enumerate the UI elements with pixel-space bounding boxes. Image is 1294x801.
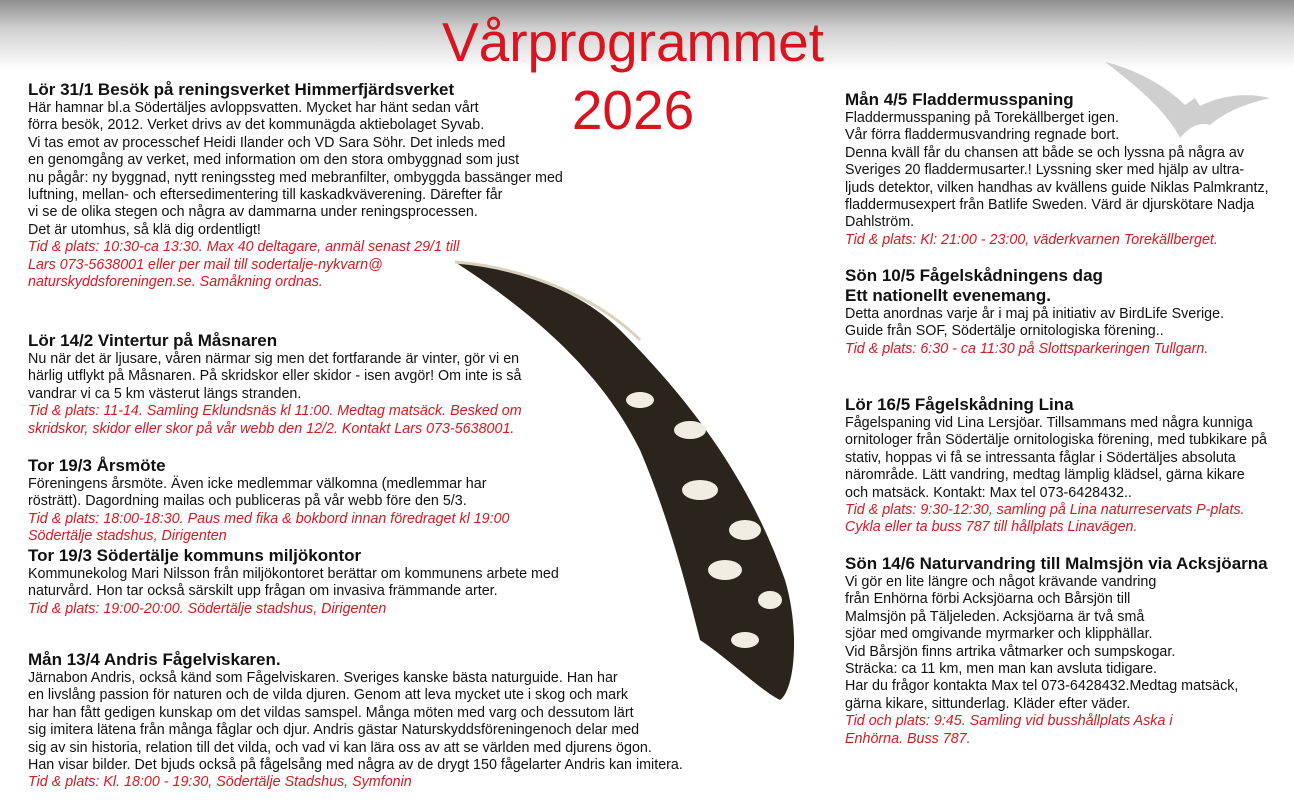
event-description-line: stativ, hoppas vi få se intressanta fåglar i Södertäljes absoluta: [845, 449, 1236, 466]
event-description-line: Har du frågor kontakta Max tel 073-6428432.Medtag matsäck,: [845, 678, 1239, 695]
event-title: Lör 14/2 Vintertur på Måsnaren: [28, 331, 278, 350]
event-description-line: en genomgång av verket, med information om den stora ombyggnad som just: [28, 152, 520, 169]
event-time-place-line: Tid & plats: 11-14. Samling Eklundsnäs kl 11:00. Medtag matsäck. Besked om: [28, 403, 522, 420]
event-9: [845, 554, 1268, 748]
event-time-place-line: Södertälje stadshus, Dirigenten: [28, 528, 227, 545]
event-title: Mån 4/5 Fladdermusspaning: [845, 90, 1074, 109]
event-description-line: Här hamnar bl.a Södertäljes avloppsvatten. Mycket har hänt sedan vårt: [28, 100, 479, 116]
event-3: [28, 456, 510, 546]
event-1: [28, 80, 563, 291]
event-2: [28, 331, 522, 438]
event-time-place-line: Tid och plats: 9:45. Samling vid busshållplats Aska i: [845, 713, 1173, 730]
event-description-line: och matsäck. Kontakt: Max tel 073-6428432..: [845, 484, 1132, 501]
event-description-line: vi se de olika stegen och några av dammarna under reningsprocessen.: [28, 204, 478, 221]
event-description-line: Vi tas emot av processchef Heidi Ilander och VD Sara Söhr. Det inleds med: [28, 134, 506, 151]
event-title: Sön 14/6 Naturvandring till Malmsjön via Acksjöarna: [845, 554, 1268, 573]
event-description-line: ljuds detektor, vilken handhas av kvällens guide Niklas Palmkrantz,: [845, 179, 1269, 196]
page-title: Vårprogrammet: [441, 11, 825, 73]
event-description-line: Malmsjön på Täljeleden. Acksjöarna är två små: [845, 608, 1145, 625]
event-description-line: närområde. Lätt vandring, medtag lämplig klädsel, gärna kikare: [845, 467, 1245, 484]
event-description-line: Det är utomhus, så klä dig ordentligt!: [28, 221, 261, 238]
event-description-line: från Enhörna förbi Acksjöarna och Bårsjön till: [845, 591, 1131, 608]
event-description-line: Denna kväll får du chansen att både se och lyssna på några av: [845, 144, 1244, 161]
event-description-line: naturvård. Hon tar också särskilt upp frågan om invasiva främmande arter.: [28, 583, 498, 600]
event-time-place-line: Tid & plats: 6:30 - ca 11:30 på Slottsparkeringen Tullgarn.: [845, 340, 1209, 357]
event-time-place-line: Tid & plats: Kl: 21:00 - 23:00, väderkvarnen Torekällberget.: [845, 231, 1218, 248]
event-8: [845, 395, 1267, 537]
event-6: [845, 90, 1269, 249]
event-time-place-line: Lars 073-5638001 eller per mail till sodertalje-nykvarn@: [28, 256, 383, 273]
event-title: Tor 19/3 Södertälje kommuns miljökontor: [28, 546, 362, 565]
event-time-place-line: Cykla eller ta buss 787 till hållplats Linavägen.: [845, 519, 1138, 536]
event-description-line: Vi gör en lite längre och något krävande vandring: [845, 574, 1157, 590]
event-description-line: har han fått gedigen kunskap om det vildas samspel. Många möten med varg och dessutom lärt: [28, 704, 634, 721]
event-title: Sön 10/5 Fågelskådningens dag: [845, 266, 1103, 285]
event-description-line: Sträcka: ca 11 km, men man kan avsluta tidigare.: [845, 661, 1158, 678]
event-description-line: Vår förra fladdermusvandring regnade bort.: [845, 127, 1120, 144]
event-time-place-line: Tid & plats: 10:30-ca 13:30. Max 40 deltagare, anmäl senast 29/1 till: [28, 239, 460, 256]
event-description-line: ornitologer från Södertälje ornitologiska förening, med tubkikare på: [845, 432, 1268, 449]
event-description-line: Vid Bårsjön finns artrika våtmarker och sumpskogar.: [845, 643, 1176, 660]
event-description-line: sig imitera lätena från många fåglar och djur. Andris gästar Naturskyddsföreningenoch delar med: [28, 722, 640, 739]
event-description-line: gärna kikare, sittunderlag. Kläder efter väder.: [845, 695, 1131, 712]
event-description-line: luftning, mellan- och eftersedimentering till kaskadkväverening. Därefter får: [28, 187, 503, 204]
event-description-line: härlig utflykt på Måsnaren. På skridskor eller skidor - isen avgör! Om inte is så: [28, 368, 522, 385]
event-5: [28, 650, 683, 792]
event-title: Lör 16/5 Fågelskådning Lina: [845, 395, 1074, 414]
event-title: Tor 19/3 Årsmöte: [28, 456, 166, 475]
event-time-place-line: Tid & plats: 18:00-18:30. Paus med fika & bokbord innan föredraget kl 19:00: [28, 510, 510, 527]
event-description-line: Guide från SOF, Södertälje ornitologiska förening..: [845, 323, 1164, 340]
event-description-line: förra besök, 2012. Verket drivs av det kommunägda aktiebolaget Syvab.: [28, 117, 485, 134]
page-year: 2026: [571, 79, 695, 141]
event-4: [28, 546, 559, 618]
event-time-place-line: Tid & plats: 9:30-12:30, samling på Lina naturreservats P-plats.: [845, 502, 1245, 519]
event-description-line: rösträtt). Dagordning mailas och publiceras på vår webb före den 5/3.: [28, 493, 467, 510]
event-7: [845, 266, 1224, 358]
event-description-line: Sveriges 20 fladdermusarter.! Lyssning sker med hjälp av ultra-: [845, 162, 1245, 179]
event-description-line: sig av sin historia, relation till det vilda, och vad vi kan lära oss av att se världen med djurens ögon.: [28, 739, 652, 756]
event-time-place-line: skridskor, skidor eller skor på vår webb den 12/2. Kontakt Lars 073-5638001.: [28, 420, 515, 437]
event-description-line: sjöar med omgivande myrmarker och klipphällar.: [845, 626, 1153, 643]
event-time-place-line: Enhörna. Buss 787.: [845, 730, 971, 747]
event-description-line: Kommunekolog Mari Nilsson från miljökontoret berättar om kommunens arbete med: [28, 566, 559, 582]
event-time-place-line: Tid & plats: Kl. 18:00 - 19:30, Södertälje Stadshus, Symfonin: [28, 774, 412, 791]
event-description-line: Han visar bilder. Det bjuds också på fågelsång med några av de drygt 150 fågelarter Andris kan imitera.: [28, 757, 683, 774]
event-description-line: en livslång passion för naturen och de vilda djuren. Genom att leva mycket ute i skog och mark: [28, 687, 628, 704]
event-description-line: Fladdermusspaning på Torekällberget igen.: [845, 110, 1119, 126]
event-time-place-line: Tid & plats: 19:00-20:00. Södertälje stadshus, Dirigenten: [28, 600, 387, 617]
event-description-line: Fågelspaning vid Lina Lersjöar. Tillsammans med några kunniga: [845, 415, 1253, 431]
event-time-place-line: naturskyddsforeningen.se. Samåkning ordnas.: [28, 274, 323, 291]
event-title: Ett nationellt evenemang.: [845, 286, 1051, 305]
event-description-line: nu pågår: ny byggnad, nytt reningssteg med mebranfilter, ombyggda bassänger med: [28, 169, 563, 186]
event-description-line: Föreningens årsmöte. Även icke medlemmar välkomna (medlemmar har: [28, 476, 487, 492]
event-description-line: Järnabon Andris, också känd som Fågelviskaren. Sveriges kanske bästa naturguide. Han har: [28, 670, 618, 686]
event-description-line: Nu när det är ljusare, våren närmar sig men det fortfarande är vinter, gör vi en: [28, 351, 520, 367]
event-description-line: vandrar vi ca 5 km västerut längs stranden.: [28, 385, 302, 402]
event-description-line: Detta anordnas varje år i maj på initiativ av BirdLife Sverige.: [845, 306, 1225, 322]
event-description-line: fladdermusexpert från Batlife Sweden. Värd är djurskötare Nadja: [845, 197, 1255, 214]
event-title: Mån 13/4 Andris Fågelviskaren.: [28, 650, 281, 669]
event-title: Lör 31/1 Besök på reningsverket Himmerfjärdsverket: [28, 80, 455, 99]
event-description-line: Dahlström.: [845, 214, 915, 231]
